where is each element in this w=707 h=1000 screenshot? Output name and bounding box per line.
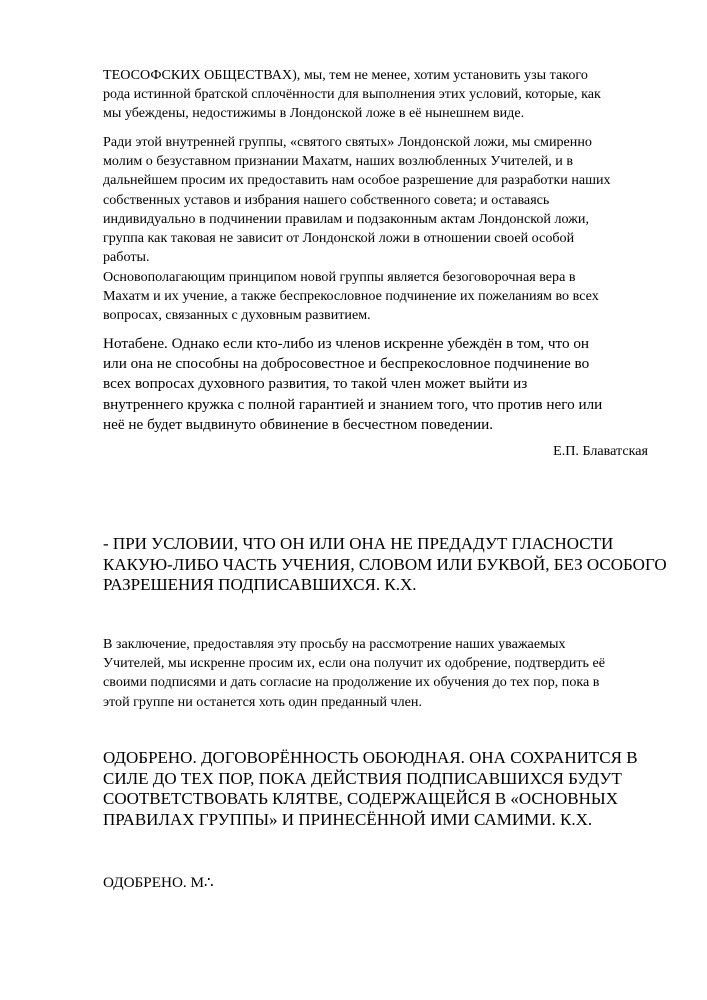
text-line: ПРАВИЛАХ ГРУППЫ» И ПРИНЕСЁННОЙ ИМИ САМИМИ. К.Х. (103, 809, 593, 829)
text-line: РАЗРЕШЕНИЯ ПОДПИСАВШИХСЯ. К.Х. (103, 575, 417, 594)
text-line: СООТВЕТСТВОВАТЬ КЛЯТВЕ, СОДЕРЖАЩЕЙСЯ В «ОСНОВНЫХ (103, 789, 619, 808)
text-line: Махатм и их учение, а также беспрекословное подчинение их пожеланиям во всех (103, 288, 599, 305)
text-line: неё не будет выдвинуто обвинение в бесчестном поведении. (103, 415, 494, 433)
text-line: индивидуально в подчинении правилам и подзаконным актам Лондонской ложи, (103, 210, 589, 227)
text-line: своими подписями и дать согласие на продолжение их обучения до тех пор, пока в (103, 674, 600, 691)
note-kh-condition (103, 534, 668, 596)
paragraph-inner-group (103, 133, 663, 267)
text-line: ОДОБРЕНО. ДОГОВОРЁННОСТЬ ОБОЮДНАЯ. ОНА СОХРАНИТСЯ В (103, 748, 638, 767)
text-line: Учителей, мы искренне просим их, если она получит их одобрение, подтвердить её (103, 655, 605, 672)
text-line: рода истинной братской сплочённости для выполнения этих условий, которые, как (103, 86, 601, 103)
paragraph-intro-continuation (103, 66, 663, 124)
text-line: Ради этой внутренней группы, «святого святых» Лондонской ложи, мы смиренно (103, 134, 592, 150)
text-line: внутреннего кружка с полной гарантией и знанием того, что против него или (103, 395, 603, 413)
text-line: вопросах, связанных с духовным развитием. (103, 307, 371, 324)
paragraph-conclusion (103, 635, 663, 712)
text-line: собственных уставов и избрания нашего собственного совета; и оставаясь (103, 191, 550, 208)
text-line: Основополагающим принципом новой группы является безоговорочная вера в (103, 269, 576, 285)
approval-kh (103, 748, 668, 830)
text-line: группа как таковая не зависит от Лондонской ложи в отношении своей особой (103, 230, 575, 247)
text-line: молим о безуставном признании Махатм, наших возлюбленных Учителей, и в (103, 153, 574, 170)
text-line: дальнейшем просим их предоставить нам особое разрешение для разработки наших (103, 172, 611, 189)
text-line: мы убеждены, недостижимы в Лондонской ложе в её нынешнем виде. (103, 105, 525, 122)
text-line: всех вопросах духовного развития, то такой член может выйти из (103, 375, 528, 393)
text-line: В заключение, предоставляя эту просьбу на рассмотрение наших уважаемых (103, 636, 566, 652)
text-line: этой группе ни останется хоть один преданный член. (103, 693, 422, 710)
paragraph-nota-bene (103, 334, 673, 435)
text-line: или она не способны на добросовестное и беспрекословное подчинение во (103, 355, 590, 373)
text-line: КАКУЮ-ЛИБО ЧАСТЬ УЧЕНИЯ, СЛОВОМ ИЛИ БУКВОЙ, БЕЗ ОСОБОГО (103, 554, 667, 574)
text-line: СИЛЕ ДО ТЕХ ПОР, ПОКА ДЕЙСТВИЯ ПОДПИСАВШИХСЯ БУДУТ (103, 768, 622, 788)
approval-m: ОДОБРЕНО. М∴ (103, 874, 214, 891)
text-line: ТЕОСОФСКИХ ОБЩЕСТВАХ), мы, тем не менее, хотим установить узы такого (103, 67, 588, 83)
paragraph-founding-principle (103, 268, 663, 326)
text-line: Нотабене. Однако если кто-либо из членов искренне убеждён в том, что он (103, 335, 590, 352)
text-line: - ПРИ УСЛОВИИ, ЧТО ОН ИЛИ ОНА НЕ ПРЕДАДУТ ГЛАСНОСТИ (103, 534, 614, 553)
text-line: работы. (103, 249, 150, 266)
signature-blavatsky: Е.П. Блаватская (553, 443, 648, 459)
